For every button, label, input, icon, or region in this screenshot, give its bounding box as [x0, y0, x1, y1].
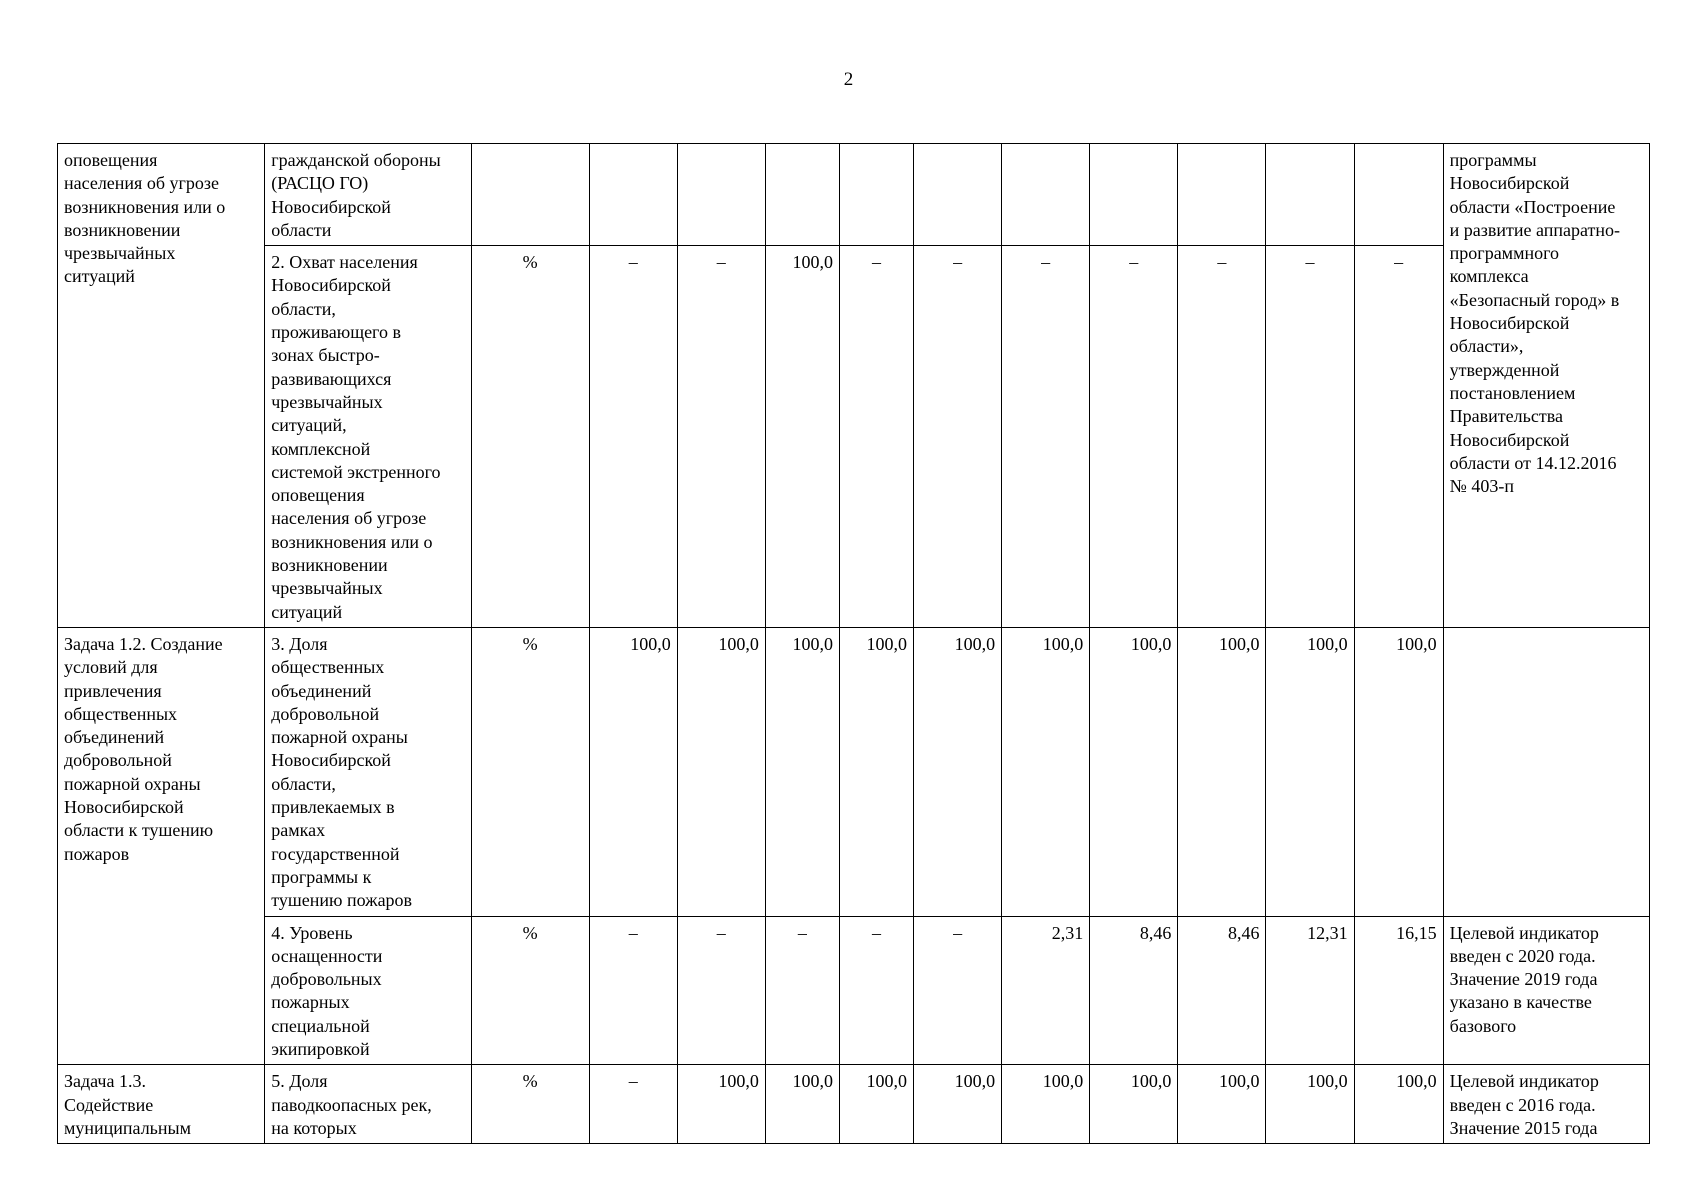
table-row	[58, 246, 1650, 628]
value-cell: –	[589, 916, 677, 1065]
value-cell: 100,0	[1090, 1065, 1178, 1144]
value-cell: –	[839, 246, 913, 628]
value-cell: 100,0	[765, 246, 839, 628]
unit-cell: %	[471, 1065, 589, 1144]
value-cell: 100,0	[1090, 627, 1178, 916]
value-cell: –	[589, 1065, 677, 1144]
value-cell: 16,15	[1354, 916, 1443, 1065]
value-cell: 100,0	[765, 627, 839, 916]
indicators-table	[57, 143, 1650, 1144]
unit-cell: %	[471, 916, 589, 1065]
note-cell: Целевой индикатор введен с 2020 года. Значение 2019 года указано в качестве базового	[1443, 916, 1649, 1065]
value-cell: –	[914, 916, 1002, 1065]
unit-cell: %	[471, 627, 589, 916]
value-cell: –	[677, 916, 765, 1065]
page-number: 2	[843, 69, 854, 90]
value-cell: 100,0	[1266, 1065, 1354, 1144]
task-cell: Задача 1.2. Создание условий для привлечения общественных объединений добровольной пожарной охраны Новосибирской области к тушению пожаров	[58, 627, 265, 1064]
value-cell	[1266, 144, 1354, 246]
value-cell: 100,0	[1178, 1065, 1266, 1144]
value-cell: 100,0	[677, 627, 765, 916]
indicator-cell: 5. Доля паводкоопасных рек, на которых	[265, 1065, 471, 1144]
value-cell	[839, 144, 913, 246]
value-cell: 100,0	[1002, 1065, 1090, 1144]
table-row	[58, 627, 1650, 916]
value-cell: 2,31	[1002, 916, 1090, 1065]
value-cell	[765, 144, 839, 246]
indicator-cell: гражданской обороны (РАСЦО ГО) Новосибирской области	[265, 144, 471, 246]
value-cell: 100,0	[1354, 1065, 1443, 1144]
value-cell	[1090, 144, 1178, 246]
task-cell: Задача 1.3. Содействие муниципальным	[58, 1065, 265, 1144]
note-cell: программы Новосибирской области «Построение и развитие аппаратно- программного комплекса «Безопасный город» в Новосибирской области», утвержденной постановлением Правительства Новосибирской области от 14.12.2016 № 403-п	[1443, 144, 1649, 628]
value-cell	[914, 144, 1002, 246]
indicator-cell: 4. Уровень оснащенности добровольных пожарных специальной экипировкой	[265, 916, 471, 1065]
value-cell: –	[1090, 246, 1178, 628]
value-cell: 100,0	[914, 1065, 1002, 1144]
value-cell: 12,31	[1266, 916, 1354, 1065]
value-cell	[677, 144, 765, 246]
indicator-cell: 2. Охват населения Новосибирской области, проживающего в зонах быстро- развивающихся чрезвычайных ситуаций, комплексной системой экстренного оповещения населения об угрозе возникновения или о возникновении чрезвычайных ситуаций	[265, 246, 471, 628]
value-cell: 100,0	[1266, 627, 1354, 916]
value-cell: 100,0	[1002, 627, 1090, 916]
value-cell: 100,0	[914, 627, 1002, 916]
table-row	[58, 144, 1650, 246]
value-cell: 100,0	[839, 627, 913, 916]
value-cell	[1178, 144, 1266, 246]
value-cell: –	[589, 246, 677, 628]
value-cell	[589, 144, 677, 246]
value-cell: 100,0	[765, 1065, 839, 1144]
value-cell: –	[914, 246, 1002, 628]
value-cell	[1354, 144, 1443, 246]
task-cell: оповещения населения об угрозе возникновения или о возникновении чрезвычайных ситуаций	[58, 144, 265, 628]
note-cell: Целевой индикатор введен с 2016 года. Значение 2015 года	[1443, 1065, 1649, 1144]
value-cell: –	[1354, 246, 1443, 628]
indicator-cell: 3. Доля общественных объединений добровольной пожарной охраны Новосибирской области, привлекаемых в рамках государственной программы к тушению пожаров	[265, 627, 471, 916]
value-cell: 100,0	[677, 1065, 765, 1144]
note-cell	[1443, 627, 1649, 916]
value-cell: 100,0	[1178, 627, 1266, 916]
value-cell: 100,0	[589, 627, 677, 916]
value-cell: –	[677, 246, 765, 628]
value-cell: –	[765, 916, 839, 1065]
table-row	[58, 1065, 1650, 1144]
value-cell: 100,0	[839, 1065, 913, 1144]
table-row	[58, 916, 1650, 1065]
value-cell: 8,46	[1178, 916, 1266, 1065]
unit-cell: %	[471, 246, 589, 628]
value-cell: 8,46	[1090, 916, 1178, 1065]
value-cell: –	[1266, 246, 1354, 628]
value-cell: –	[1178, 246, 1266, 628]
value-cell: 100,0	[1354, 627, 1443, 916]
value-cell: –	[1002, 246, 1090, 628]
unit-cell	[471, 144, 589, 246]
value-cell: –	[839, 916, 913, 1065]
value-cell	[1002, 144, 1090, 246]
